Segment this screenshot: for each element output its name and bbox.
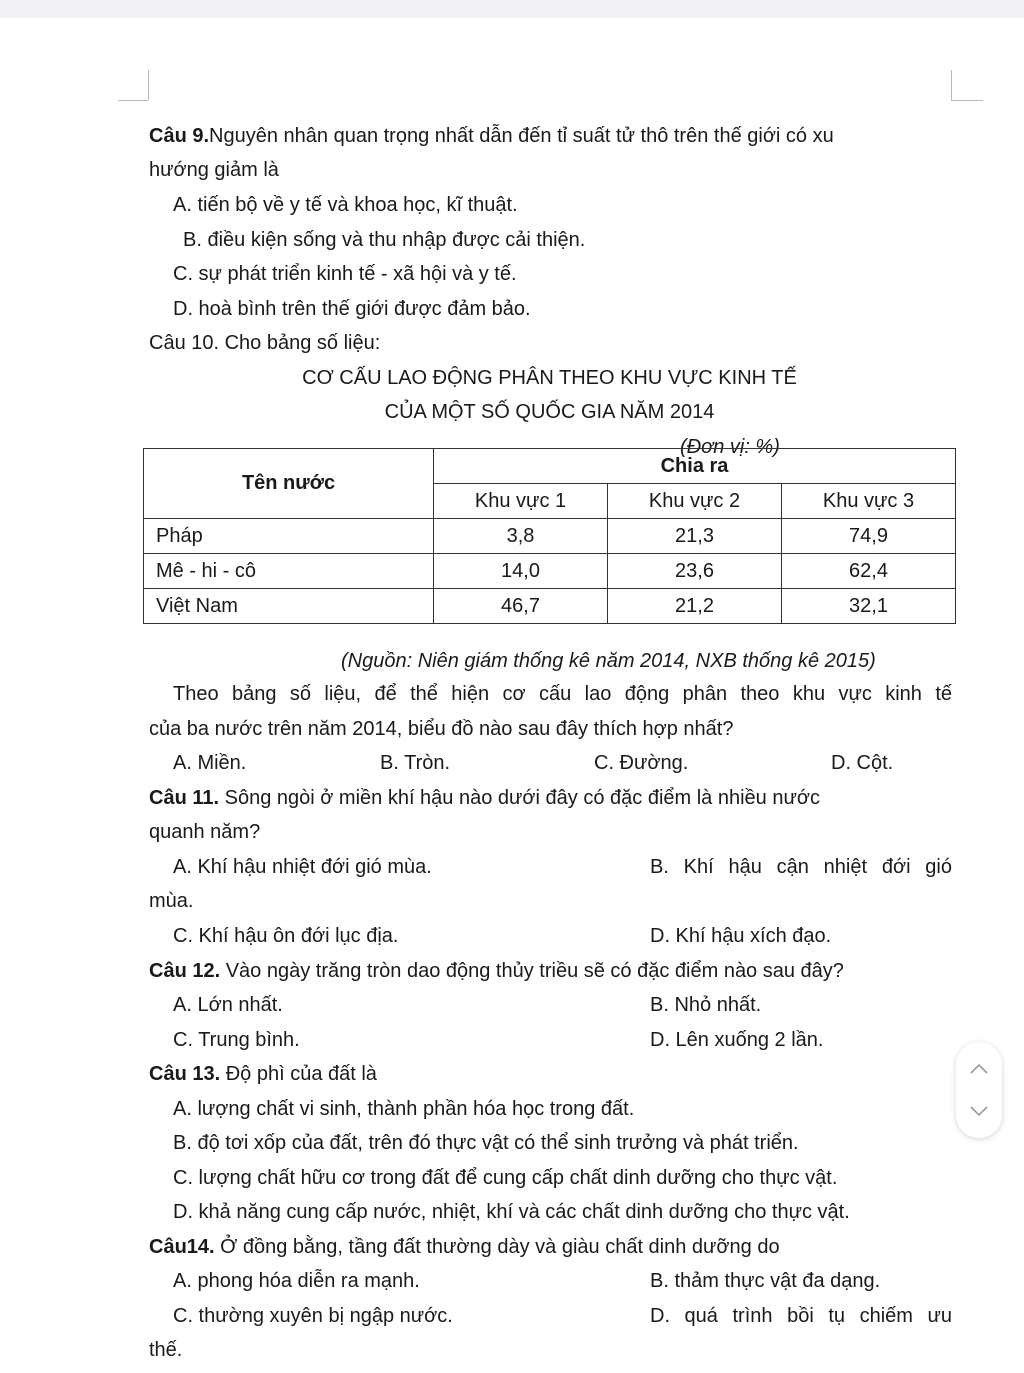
- table-row: [144, 554, 956, 589]
- cell-value: 21,2: [608, 589, 782, 624]
- row-country: Mê - hi - cô: [144, 554, 434, 589]
- q13-option-a: A. lượng chất vi sinh, thành phần hóa học trong đất.: [173, 1098, 635, 1120]
- q11-label: Câu 11.: [149, 787, 220, 809]
- cell-value: 62,4: [782, 554, 956, 589]
- q11-stem-line1: [149, 786, 820, 810]
- chevron-down-icon[interactable]: [968, 1100, 990, 1122]
- table-title-line1: CƠ CẤU LAO ĐỘNG PHÂN THEO KHU VỰC KINH TẾ: [302, 367, 797, 389]
- header-sector-2: Khu vực 2: [608, 484, 782, 519]
- q13-stem: [149, 1062, 377, 1086]
- q10-option-c: C. Đường.: [594, 752, 689, 774]
- labor-structure-table: [143, 448, 956, 624]
- q9-option-b: B. điều kiện sống và thu nhập được cải thiện.: [183, 229, 586, 251]
- q14-label: Câu14.: [149, 1236, 215, 1258]
- crop-mark-right: [951, 70, 952, 100]
- cell-value: 3,8: [434, 519, 608, 554]
- cell-value: 21,3: [608, 519, 782, 554]
- q11-option-d: D. Khí hậu xích đạo.: [650, 925, 832, 947]
- q11-option-c: C. Khí hậu ôn đới lục địa.: [173, 925, 399, 947]
- table-row: [144, 519, 956, 554]
- q14-stem-text: Ở đồng bằng, tầng đất thường dày và giàu chất dinh dưỡng do: [220, 1236, 780, 1258]
- q14-option-d-line2: thế.: [149, 1339, 183, 1361]
- q12-stem-text: Vào ngày trăng tròn dao động thủy triều sẽ có đặc điểm nào sau đây?: [225, 960, 844, 982]
- table-row: [144, 589, 956, 624]
- q9-label: Câu 9.: [149, 125, 210, 147]
- q12-option-d: D. Lên xuống 2 lần.: [650, 1029, 824, 1051]
- q11-option-a: A. Khí hậu nhiệt đới gió mùa.: [173, 856, 432, 878]
- table-unit: (Đơn vị: %): [680, 436, 780, 458]
- q14-option-c: C. thường xuyên bị ngập nước.: [173, 1305, 453, 1327]
- cell-value: 14,0: [434, 554, 608, 589]
- header-sector-1: Khu vực 1: [434, 484, 608, 519]
- cell-value: 46,7: [434, 589, 608, 624]
- q13-option-d: D. khả năng cung cấp nước, nhiệt, khí và các chất dinh dưỡng cho thực vật.: [173, 1201, 850, 1223]
- q14-stem: [149, 1235, 780, 1259]
- page-nav-control: [956, 1042, 1002, 1138]
- row-country: Pháp: [144, 519, 434, 554]
- q13-stem-text: Độ phì của đất là: [225, 1063, 377, 1085]
- cell-value: 32,1: [782, 589, 956, 624]
- q10-option-d: D. Cột.: [831, 752, 894, 774]
- q14-option-b: B. thảm thực vật đa dạng.: [650, 1270, 881, 1292]
- q9-option-a: A. tiến bộ về y tế và khoa học, kĩ thuật.: [173, 194, 518, 216]
- row-country: Việt Nam: [144, 589, 434, 624]
- crop-mark-left-h: [118, 100, 148, 101]
- q12-option-b: B. Nhỏ nhất.: [650, 994, 762, 1016]
- q9-stem-text: Nguyên nhân quan trọng nhất dẫn đến tỉ suất tử thô trên thế giới có xu: [209, 125, 834, 147]
- q12-stem: [149, 959, 844, 983]
- q13-label: Câu 13.: [149, 1063, 221, 1085]
- q10-prompt-line1: Theo bảng số liệu, để thể hiện cơ cấu lao động phân theo khu vực kinh tế: [173, 683, 952, 705]
- q11-stem-line2: quanh năm?: [149, 821, 261, 843]
- header-sector-3: Khu vực 3: [782, 484, 956, 519]
- table-title-line2: CỦA MỘT SỐ QUỐC GIA NĂM 2014: [384, 401, 715, 423]
- q10-stem: Câu 10. Cho bảng số liệu:: [149, 332, 381, 354]
- q13-option-b: B. độ tơi xốp của đất, trên đó thực vật có thể sinh trưởng và phát triển.: [173, 1132, 799, 1154]
- cell-value: 23,6: [608, 554, 782, 589]
- header-country: Tên nước: [144, 449, 434, 519]
- q11-option-b-line2: mùa.: [149, 890, 194, 912]
- q12-option-a: A. Lớn nhất.: [173, 994, 283, 1016]
- cell-value: 74,9: [782, 519, 956, 554]
- crop-mark-right-h: [951, 100, 983, 101]
- q9-stem-line2: hướng giảm là: [149, 159, 279, 181]
- q9-stem-line1: [149, 124, 834, 148]
- q9-option-c: C. sự phát triển kinh tế - xã hội và y tế.: [173, 263, 517, 285]
- q12-label: Câu 12.: [149, 960, 221, 982]
- chevron-up-icon[interactable]: [968, 1058, 990, 1080]
- q11-stem-text: Sông ngòi ở miền khí hậu nào dưới đây có đặc điểm là nhiều nước: [224, 787, 820, 809]
- q10-prompt-line2: của ba nước trên năm 2014, biểu đồ nào sau đây thích hợp nhất?: [149, 718, 734, 740]
- q14-option-d-line1: D. quá trình bồi tụ chiếm ưu: [650, 1305, 952, 1327]
- table-source: (Nguồn: Niên giám thống kê năm 2014, NXB thống kê 2015): [341, 650, 876, 672]
- q12-option-c: C. Trung bình.: [173, 1029, 300, 1051]
- q11-option-b-line1: B. Khí hậu cận nhiệt đới gió: [650, 856, 952, 878]
- crop-mark-left: [148, 70, 149, 100]
- q9-option-d: D. hoà bình trên thế giới được đảm bảo.: [173, 298, 531, 320]
- q10-option-b: B. Tròn.: [380, 752, 451, 774]
- q13-option-c: C. lượng chất hữu cơ trong đất để cung cấp chất dinh dưỡng cho thực vật.: [173, 1167, 838, 1189]
- q10-option-a: A. Miền.: [173, 752, 247, 774]
- q14-option-a: A. phong hóa diễn ra mạnh.: [173, 1270, 420, 1292]
- header-group: Chia ra: [434, 449, 956, 484]
